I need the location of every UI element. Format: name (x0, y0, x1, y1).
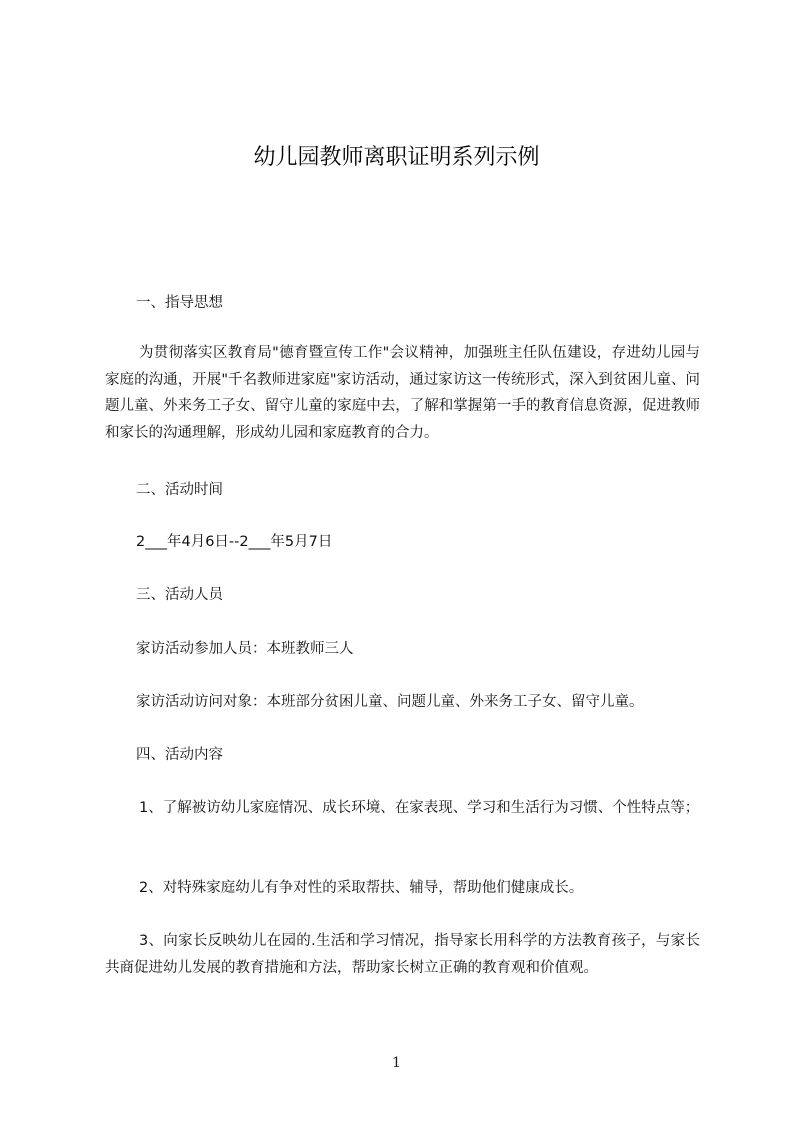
content-item-3: 3、向家长反映幼儿在园的.生活和学习情况，指导家长用科学的方法教育孩子，与家长共商促进幼儿发展的教育措施和方法，帮助家长树立正确的教育观和价值观。 (105, 933, 700, 976)
activity-time-text: 2___年4月6日--2___年5月7日 (136, 534, 333, 550)
guiding-thought-paragraph: 为贯彻落实区教育局"德育暨宣传工作"会议精神，加强班主任队伍建设，存进幼儿园与家庭的沟通，开展"千名教师进家庭"家访活动，通过家访这一传统形式，深入到贫困儿童、问题儿童、外来务工子女、留守儿童的家庭中去，了解和掌握第一手的教育信息资源，促进教师和家长的沟通理解，形成幼儿园和家庭教育的合力。 (105, 345, 700, 441)
personnel-participants-text: 家访活动参加人员：本班教师三人 (136, 641, 354, 657)
section-heading-activity-content: 四、活动内容 (136, 747, 223, 763)
section-heading-activity-personnel: 三、活动人员 (136, 587, 223, 603)
section-heading-guiding-thought: 一、指导思想 (136, 295, 223, 311)
content-item-2: 2、对特殊家庭幼儿有争对性的采取帮扶、辅导，帮助他们健康成长。 (139, 880, 584, 896)
section-heading-activity-time: 二、活动时间 (136, 482, 223, 498)
page-number: 1 (392, 1055, 401, 1071)
content-item-1: 1、了解被访幼儿家庭情况、成长环境、在家表现、学习和生活行为习惯、个性特点等； (139, 800, 700, 816)
document-title: 幼儿园教师离职证明系列示例 (253, 145, 540, 170)
personnel-targets-text: 家访活动访问对象：本班部分贫困儿童、问题儿童、外来务工子女、留守儿童。 (136, 694, 644, 710)
